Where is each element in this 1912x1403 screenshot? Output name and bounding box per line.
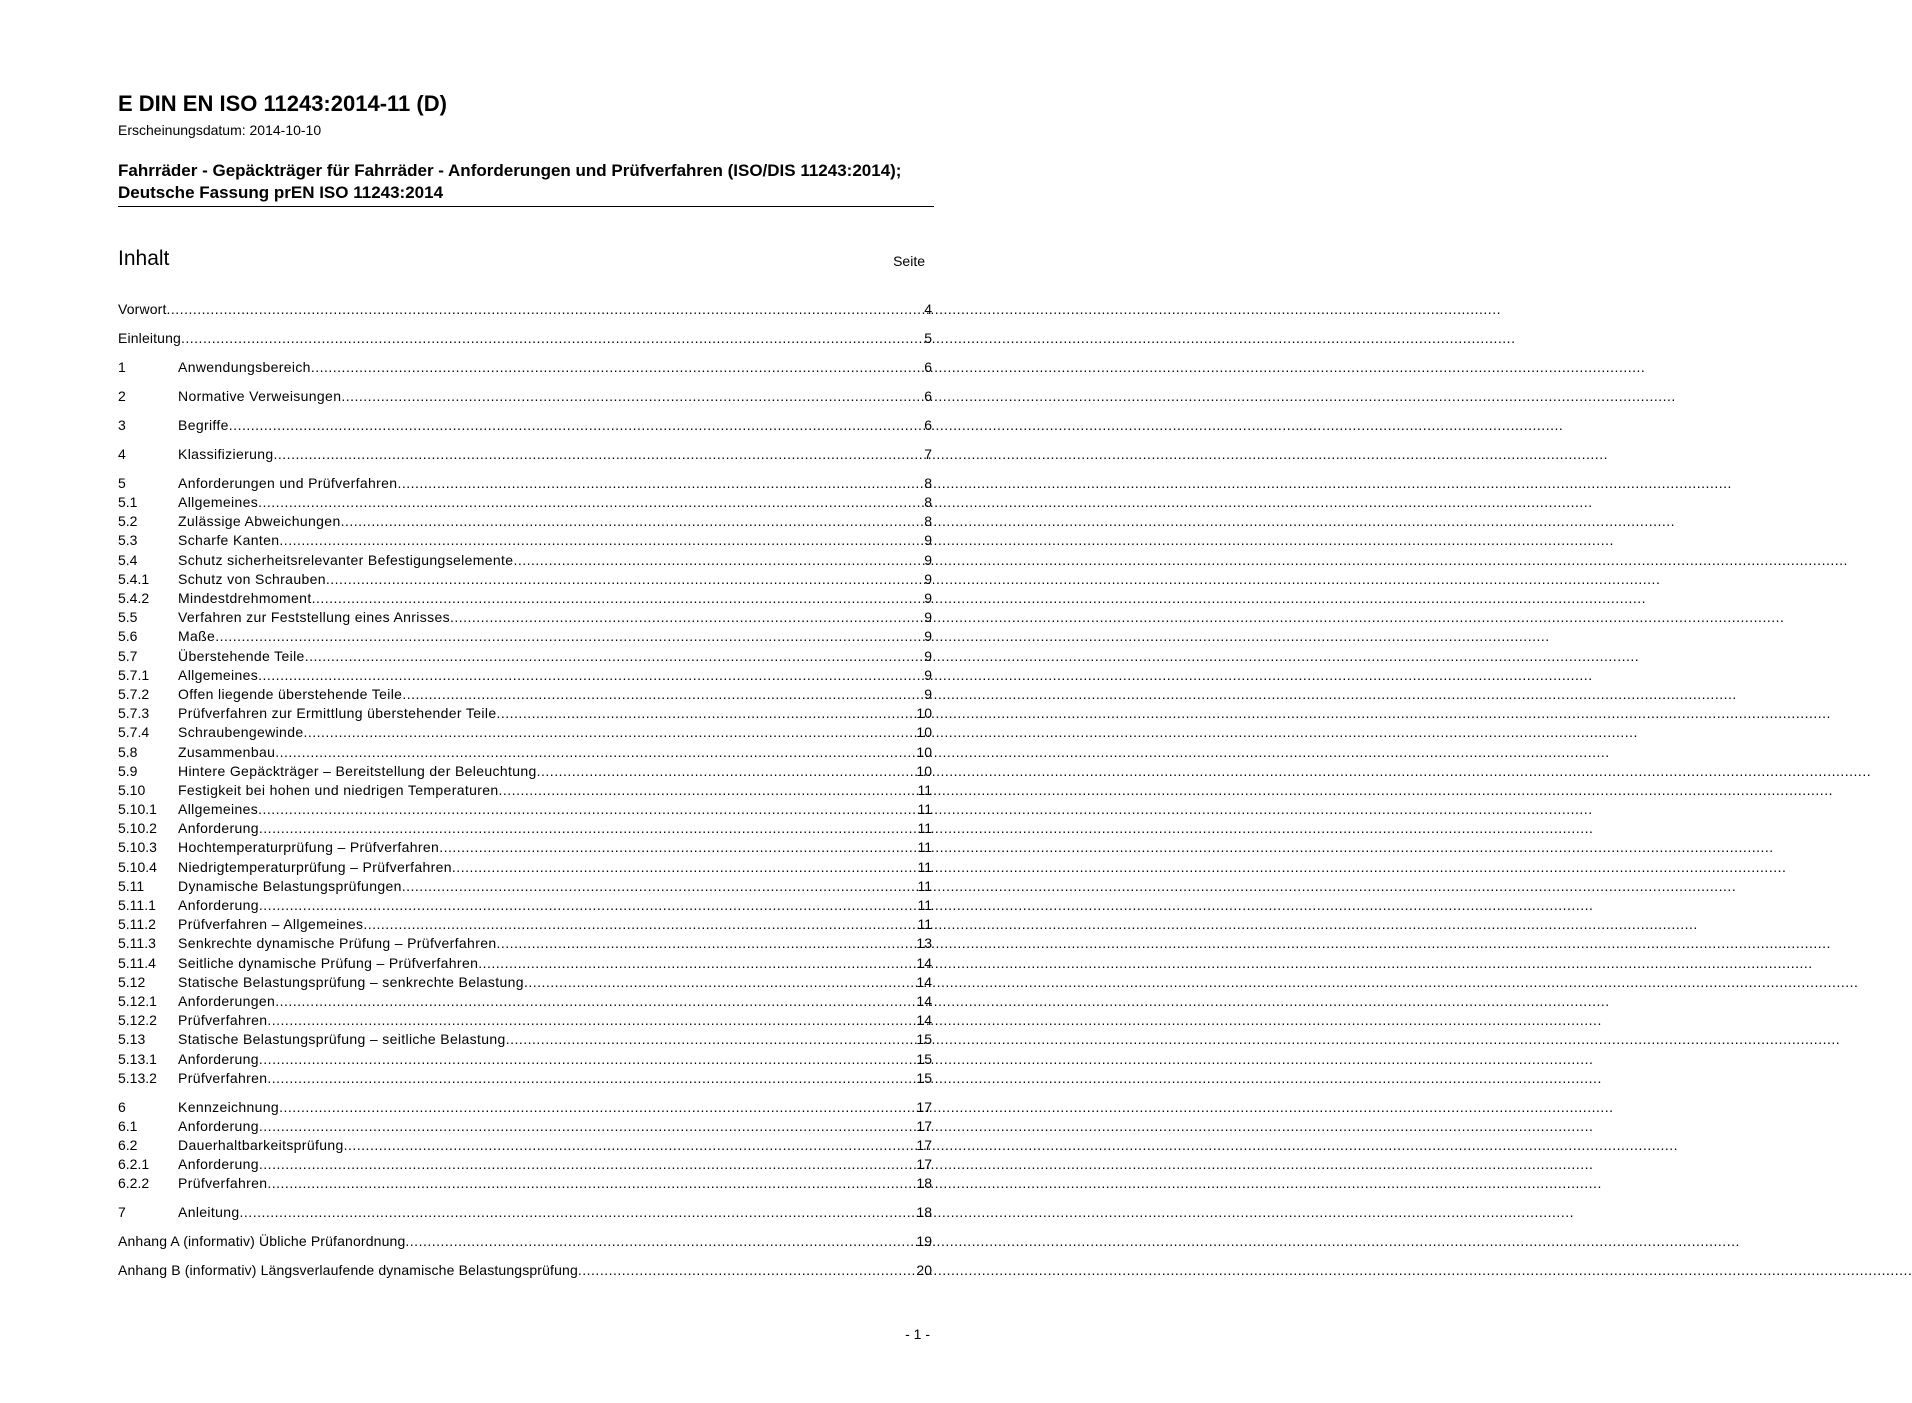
toc-entry-number: 5.10.3 xyxy=(118,839,157,856)
toc-entry-title: Normative Verweisungen xyxy=(178,387,342,404)
toc-entry-number: 5.1 xyxy=(118,494,138,511)
toc-entry-number: 5.13.2 xyxy=(118,1069,157,1086)
toc-dot-leader xyxy=(267,1011,916,1030)
toc-entry[interactable] xyxy=(118,474,932,493)
toc-entry[interactable] xyxy=(118,973,932,992)
toc-page-column-label: Seite xyxy=(893,253,925,269)
toc-entry-title: Anleitung xyxy=(178,1204,240,1221)
toc-entry-page: 10 xyxy=(916,743,932,760)
toc-dot-leader xyxy=(167,300,925,319)
toc-dot-leader xyxy=(311,358,924,377)
toc-entry[interactable] xyxy=(118,1136,932,1155)
toc-entry-page: 9 xyxy=(924,647,932,664)
toc-dot-leader xyxy=(279,1098,916,1117)
toc-entry-number: 5.7.1 xyxy=(118,666,150,683)
toc-entry-page: 8 xyxy=(924,513,932,530)
toc-entry-number: 5.10.1 xyxy=(118,801,157,818)
toc-entry-number: 5.4.2 xyxy=(118,590,150,607)
toc-entry-title: Einleitung xyxy=(118,329,181,346)
toc-entry-page: 19 xyxy=(916,1233,932,1250)
toc-entry[interactable] xyxy=(118,1117,932,1136)
toc-dot-leader xyxy=(496,934,916,953)
toc-entry-number: 5.4.1 xyxy=(118,570,150,587)
toc-dot-leader xyxy=(439,838,917,857)
toc-entry-number: 6.1 xyxy=(118,1117,138,1134)
toc-dot-leader xyxy=(215,627,924,646)
toc-dot-leader xyxy=(524,973,916,992)
toc-entry-page: 10 xyxy=(916,762,932,779)
toc-entry[interactable] xyxy=(118,1232,932,1251)
toc-entry-title: Allgemeines xyxy=(178,801,259,818)
toc-entry-number: 5.8 xyxy=(118,743,138,760)
toc-entry-number: 5.11.3 xyxy=(118,935,156,952)
toc-entry[interactable] xyxy=(118,858,932,877)
toc-heading: Inhalt xyxy=(118,247,170,270)
toc-entry-number: 5.10.4 xyxy=(118,858,157,875)
toc-dot-leader xyxy=(326,570,924,589)
toc-dot-leader xyxy=(274,445,925,464)
toc-entry-title: Anhang A (informativ) Übliche Prüfanordnung xyxy=(118,1233,406,1250)
toc-dot-leader xyxy=(303,723,916,742)
toc-entry-title: Prüfverfahren – Allgemeines xyxy=(178,916,364,933)
toc-entry-title: Anforderung xyxy=(178,1117,259,1134)
toc-entry[interactable] xyxy=(118,1050,932,1069)
toc-entry-title: Dynamische Belastungsprüfungen xyxy=(178,877,402,894)
toc-dot-leader xyxy=(397,474,924,493)
toc-entry[interactable] xyxy=(118,954,932,973)
toc-entry-page: 11 xyxy=(917,897,932,914)
toc-entry-page: 10 xyxy=(916,724,932,741)
toc-entry-page: 9 xyxy=(924,628,932,645)
toc-entry-number: 5.7 xyxy=(118,647,138,664)
toc-entry[interactable] xyxy=(118,570,932,589)
toc-entry-page: 13 xyxy=(916,935,932,952)
toc-entry[interactable] xyxy=(118,800,932,819)
toc-entry-page: 15 xyxy=(916,1031,932,1048)
toc-entry-page: 6 xyxy=(924,416,932,433)
toc-dot-leader xyxy=(275,743,916,762)
toc-dot-leader xyxy=(181,329,924,348)
toc-entry-title: Anforderung xyxy=(178,897,259,914)
toc-entry-page: 11 xyxy=(917,781,932,798)
toc-dot-leader xyxy=(363,915,917,934)
toc-entry[interactable] xyxy=(118,329,932,348)
toc-dot-leader xyxy=(259,1117,917,1136)
toc-dot-leader xyxy=(452,858,918,877)
toc-entry-number: 5.9 xyxy=(118,762,138,779)
toc-entry[interactable] xyxy=(118,838,932,857)
toc-entry-title: Vorwort xyxy=(118,301,167,317)
toc-entry-number: 3 xyxy=(118,416,126,433)
toc-entry-title: Schutz von Schrauben xyxy=(178,570,326,587)
toc-entry-number: 5.6 xyxy=(118,628,138,645)
toc-entry-number: 5.10 xyxy=(118,781,146,798)
toc-dot-leader xyxy=(478,954,916,973)
toc-entry-title: Seitliche dynamische Prüfung – Prüfverfahren xyxy=(178,954,479,971)
toc-entry[interactable] xyxy=(118,781,932,800)
toc-entry-title: Zusammenbau xyxy=(178,743,276,760)
toc-entry[interactable] xyxy=(118,934,932,953)
toc-entry-page: 15 xyxy=(916,1050,932,1067)
toc-entry[interactable] xyxy=(118,1098,932,1117)
toc-entry-title: Anwendungsbereich xyxy=(178,358,311,375)
toc-entry[interactable] xyxy=(118,300,932,319)
toc-entry[interactable] xyxy=(118,743,932,762)
toc-dot-leader xyxy=(258,666,924,685)
toc-entry-page: 14 xyxy=(916,1012,932,1029)
toc-entry[interactable] xyxy=(118,358,932,377)
toc-entry-number: 5.3 xyxy=(118,532,138,549)
toc-entry-title: Klassifizierung xyxy=(178,445,274,462)
toc-entry-page: 9 xyxy=(924,570,932,587)
toc-entry-number: 5.7.4 xyxy=(118,724,150,741)
toc-dot-leader xyxy=(506,1030,917,1049)
toc-entry[interactable] xyxy=(118,627,932,646)
toc-entry-title: Kennzeichnung xyxy=(178,1098,280,1115)
toc-entry-page: 17 xyxy=(916,1137,932,1154)
toc-entry[interactable] xyxy=(118,723,932,742)
toc-entry-title: Prüfverfahren xyxy=(178,1069,268,1086)
document-id-title: E DIN EN ISO 11243:2014-11 (D) xyxy=(118,91,447,116)
toc-entry-page: 18 xyxy=(916,1175,932,1192)
toc-dot-leader xyxy=(305,647,925,666)
toc-entry[interactable] xyxy=(118,608,932,627)
toc-entry-title: Schutz sicherheitsrelevanter Befestigungselemente xyxy=(178,551,514,568)
toc-entry-page: 9 xyxy=(924,685,932,702)
page-number: - 1 - xyxy=(905,1326,930,1342)
toc-entry-number: 5.13.1 xyxy=(118,1050,157,1067)
toc-entry-page: 9 xyxy=(924,532,932,549)
toc-dot-leader xyxy=(578,1261,917,1280)
toc-dot-leader xyxy=(240,1203,917,1222)
toc-entry-title: Dauerhaltbarkeitsprüfung xyxy=(178,1137,344,1154)
toc-entry-page: 14 xyxy=(916,973,932,990)
toc-entry-number: 2 xyxy=(118,387,126,404)
toc-entry[interactable] xyxy=(118,1261,932,1280)
toc-dot-leader xyxy=(537,762,917,781)
toc-entry[interactable] xyxy=(118,531,932,550)
toc-entry-title: Festigkeit bei hohen und niedrigen Temperaturen xyxy=(178,781,499,798)
toc-dot-leader xyxy=(312,589,925,608)
toc-entry-page: 14 xyxy=(916,992,932,1009)
toc-entry[interactable] xyxy=(118,1011,932,1030)
toc-entry-number: 6 xyxy=(118,1098,126,1115)
toc-entry-page: 4 xyxy=(924,301,932,317)
toc-dot-leader xyxy=(402,877,918,896)
toc-entry-page: 11 xyxy=(917,801,932,818)
toc-entry[interactable] xyxy=(118,685,932,704)
toc-entry-number: 1 xyxy=(118,358,126,375)
toc-entry[interactable] xyxy=(118,1155,932,1174)
toc-entry[interactable] xyxy=(118,1069,932,1088)
toc-entry[interactable] xyxy=(118,387,932,406)
toc-entry[interactable] xyxy=(118,551,932,570)
toc-entry-title: Maße xyxy=(178,628,216,645)
toc-entry-title: Allgemeines xyxy=(178,666,259,683)
toc-entry-title: Verfahren zur Feststellung eines Anrisses xyxy=(178,609,450,626)
toc-entry[interactable] xyxy=(118,647,932,666)
toc-entry-page: 9 xyxy=(924,666,932,683)
toc-entry-page: 7 xyxy=(924,445,932,462)
toc-entry-title: Mindestdrehmoment xyxy=(178,590,312,607)
toc-entry-title: Prüfverfahren xyxy=(178,1012,268,1029)
toc-dot-leader xyxy=(344,1136,917,1155)
toc-dot-leader xyxy=(258,800,917,819)
toc-entry-number: 6.2 xyxy=(118,1137,138,1154)
toc-entry-page: 6 xyxy=(924,387,932,404)
toc-entry-number: 5.11.1 xyxy=(118,897,156,914)
toc-entry-number: 5.4 xyxy=(118,551,138,568)
toc-entry-number: 5.12.2 xyxy=(118,1012,157,1029)
toc-entry-page: 14 xyxy=(916,954,932,971)
toc-entry-title: Anforderung xyxy=(178,1156,259,1173)
toc-entry[interactable] xyxy=(118,896,932,915)
toc-entry[interactable] xyxy=(118,704,932,723)
toc-entry[interactable] xyxy=(118,416,932,435)
toc-entry-title: Scharfe Kanten xyxy=(178,532,280,549)
toc-dot-leader xyxy=(279,531,924,550)
toc-dot-leader xyxy=(402,685,924,704)
toc-dot-leader xyxy=(267,1069,916,1088)
toc-entry-page: 8 xyxy=(924,494,932,511)
toc-entry-number: 6.2.1 xyxy=(118,1156,150,1173)
toc-entry-title: Begriffe xyxy=(178,416,229,433)
toc-entry-page: 5 xyxy=(924,329,932,346)
toc-entry-number: 5.12 xyxy=(118,973,146,990)
toc-entry-number: 5.5 xyxy=(118,609,138,626)
toc-entry[interactable] xyxy=(118,445,932,464)
toc-entry-page: 9 xyxy=(924,590,932,607)
toc-dot-leader xyxy=(259,896,918,915)
toc-entry-title: Statische Belastungsprüfung – seitliche Belastung xyxy=(178,1031,506,1048)
toc-entry-title: Hintere Gepäckträger – Bereitstellung der Beleuchtung xyxy=(178,762,537,779)
toc-entry[interactable] xyxy=(118,512,932,531)
toc-entry-page: 11 xyxy=(917,839,932,856)
toc-entry-number: 5.11.2 xyxy=(118,916,156,933)
toc-entry-page: 18 xyxy=(916,1204,932,1221)
toc-entry-title: Statische Belastungsprüfung – senkrechte Belastung xyxy=(178,973,524,990)
toc-entry-page: 9 xyxy=(924,609,932,626)
toc-entry-page: 11 xyxy=(917,916,932,933)
toc-entry-page: 11 xyxy=(917,858,932,875)
toc-dot-leader xyxy=(259,1050,917,1069)
toc-entry[interactable] xyxy=(118,877,932,896)
toc-dot-leader xyxy=(275,992,916,1011)
toc-entry[interactable] xyxy=(118,762,932,781)
toc-dot-leader xyxy=(405,1232,916,1251)
toc-entry-number: 5.7.2 xyxy=(118,685,150,702)
toc-entry-title: Hochtemperaturprüfung – Prüfverfahren xyxy=(178,839,440,856)
toc-entry-number: 5.11 xyxy=(118,877,145,894)
publication-date: Erscheinungsdatum: 2014-10-10 xyxy=(118,122,322,138)
toc-entry-page: 17 xyxy=(916,1117,932,1134)
toc-entry[interactable] xyxy=(118,493,932,512)
toc-entry-page: 11 xyxy=(917,877,932,894)
toc-entry-title: Zulässige Abweichungen xyxy=(178,513,341,530)
toc-dot-leader xyxy=(513,551,924,570)
toc-entry-title: Anforderungen xyxy=(178,992,276,1009)
toc-dot-leader xyxy=(496,704,916,723)
toc-entry-title: Senkrechte dynamische Prüfung – Prüfverfahren xyxy=(178,935,497,952)
toc-entry-number: 6.2.2 xyxy=(118,1175,150,1192)
toc-entry-page: 10 xyxy=(916,705,932,722)
toc-entry-page: 9 xyxy=(924,551,932,568)
toc-entry-title: Anhang B (informativ) Längsverlaufende dynamische Belastungsprüfung xyxy=(118,1262,578,1279)
toc-entry-page: 20 xyxy=(916,1262,932,1279)
toc-dot-leader xyxy=(341,512,925,531)
toc-entry-page: 17 xyxy=(916,1098,932,1115)
toc-entry[interactable] xyxy=(118,1174,932,1193)
toc-entry-title: Überstehende Teile xyxy=(178,647,305,664)
toc-entry-page: 15 xyxy=(916,1069,932,1086)
toc-entry-title: Niedrigtemperaturprüfung – Prüfverfahren xyxy=(178,858,452,875)
toc-entry-title: Anforderung xyxy=(178,820,259,837)
toc-dot-leader xyxy=(267,1174,916,1193)
toc-entry-number: 4 xyxy=(118,445,126,462)
toc-entry-number: 5.10.2 xyxy=(118,820,157,837)
toc-entry-title: Prüfverfahren xyxy=(178,1175,268,1192)
toc-dot-leader xyxy=(450,608,924,627)
toc-entry-number: 7 xyxy=(118,1204,126,1221)
toc-dot-leader xyxy=(499,781,918,800)
toc-entry-number: 5.2 xyxy=(118,513,138,530)
toc-entry[interactable] xyxy=(118,1203,932,1222)
toc-entry[interactable] xyxy=(118,992,932,1011)
toc-entry-number: 5 xyxy=(118,474,126,491)
toc-dot-leader xyxy=(341,387,924,406)
toc-entry-title: Offen liegende überstehende Teile xyxy=(178,685,403,702)
toc-entry[interactable] xyxy=(118,666,932,685)
document-subtitle: Fahrräder - Gepäckträger für Fahrräder - Anforderungen und Prüfverfahren (ISO/DIS 11243:2014); Deutsche Fassung prEN ISO 11243:2014 xyxy=(118,161,902,202)
header-divider xyxy=(118,206,934,207)
toc-entry[interactable] xyxy=(118,1030,932,1049)
toc-entry-page: 6 xyxy=(924,358,932,375)
toc-entry[interactable] xyxy=(118,819,932,838)
toc-entry-number: 5.12.1 xyxy=(118,992,157,1009)
toc-entry[interactable] xyxy=(118,589,932,608)
toc-entry-title: Anforderung xyxy=(178,1050,259,1067)
toc-dot-leader xyxy=(259,819,918,838)
toc-entry-number: 5.13 xyxy=(118,1031,146,1048)
toc-entry-title: Allgemeines xyxy=(178,494,259,511)
toc-entry-title: Schraubengewinde xyxy=(178,724,304,741)
toc-entry-page: 8 xyxy=(924,474,932,491)
toc-dot-leader xyxy=(258,493,924,512)
toc-entry[interactable] xyxy=(118,915,932,934)
table-of-contents xyxy=(118,300,932,1281)
toc-entry-page: 11 xyxy=(917,820,932,837)
toc-dot-leader xyxy=(259,1155,917,1174)
toc-entry-title: Prüfverfahren zur Ermittlung überstehender Teile xyxy=(178,705,497,722)
toc-entry-number: 5.7.3 xyxy=(118,705,150,722)
toc-entry-title: Anforderungen und Prüfverfahren xyxy=(178,474,398,491)
toc-dot-leader xyxy=(229,416,924,435)
toc-entry-number: 5.11.4 xyxy=(118,954,156,971)
toc-entry-page: 17 xyxy=(916,1156,932,1173)
